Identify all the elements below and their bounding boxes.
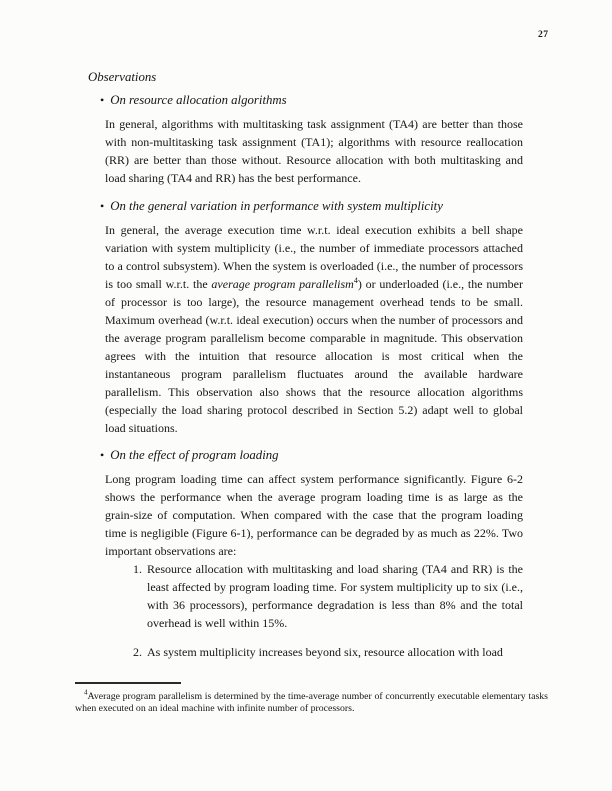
footnote-text: Average program parallelism is determined by the time-average number of concurrently executable elementary tasks when executed on an ideal machine with infinite number of processors.: [75, 691, 548, 714]
list-item: [133, 643, 523, 661]
bullet-icon: •: [100, 448, 105, 462]
bullet-item-resource-allocation: [100, 91, 287, 109]
footnote: [75, 688, 548, 715]
observations-heading: Observations: [88, 70, 157, 84]
page-number: 27: [538, 30, 549, 40]
bullet-item-system-multiplicity: [100, 197, 443, 215]
bullet-title: On the general variation in performance with system multiplicity: [110, 199, 443, 213]
italic-term: average program parallelism: [211, 277, 354, 291]
paragraph-text: Long program loading time can affect system performance significantly. Figure 6-2 shows the performance when the average program loading time is as large as the grain-size of computation. When compared with the case that the program loading time is negligible (Figure 6-1), performance can be degraded by as much as 22%. Two important observations are:: [105, 472, 523, 558]
paragraph-resource-allocation: [105, 115, 523, 187]
paragraph-text: ) or underloaded (i.e., the number of processor is too large), the resource management overhead tends to be small. Maximum overhead (w.r.t. ideal execution) occurs when the number of processors and the average program parallelism become comparable in magnitude. This observation agrees with the intuition that resource allocation is most critical when the instantaneous program parallelism fluctuates around the available hardware parallelism. This observation also shows that the resource allocation algorithms (especially the load sharing protocol described in Section 5.2) adapt well to global load situations.: [105, 277, 523, 435]
bullet-icon: •: [100, 93, 105, 107]
list-item-number: 1.: [133, 562, 142, 576]
bullet-title: On the effect of program loading: [110, 448, 279, 462]
footnote-marker: 4: [84, 688, 88, 697]
bullet-icon: •: [100, 199, 105, 213]
bullet-title: On resource allocation algorithms: [110, 93, 287, 107]
paragraph-text: In general, the average execution time w.r.t. ideal execution exhibits a bell shape variation with system multiplicity (i.e., the number of immediate processors attached to a control subsystem). When the system is overloaded (i.e., the number of processors is too small w.r.t. the: [105, 223, 523, 291]
list-item-text: As system multiplicity increases beyond six, resource allocation with load: [147, 645, 503, 659]
bullet-item-program-loading: [100, 446, 279, 464]
paragraph-system-multiplicity: [105, 221, 523, 437]
list-item-text: Resource allocation with multitasking and load sharing (TA4 and RR) is the least affected by program loading time. For system multiplicity up to six (i.e., with 36 processors), performance degradation is less than 8% and the total overhead is well within 15%.: [147, 562, 523, 630]
paragraph-program-loading: [105, 470, 523, 560]
list-item-number: 2.: [133, 645, 142, 659]
paragraph-text: In general, algorithms with multitasking task assignment (TA4) are better than those with non-multitasking task assignment (TA1); algorithms with resource reallocation (RR) are better than those without. Resource allocation with both multitasking and load sharing (TA4 and RR) has the best performance.: [105, 117, 523, 185]
numbered-list: [133, 560, 523, 661]
footnote-separator: [75, 682, 181, 684]
list-item: [133, 560, 523, 632]
footnote-reference: 4: [353, 276, 358, 285]
